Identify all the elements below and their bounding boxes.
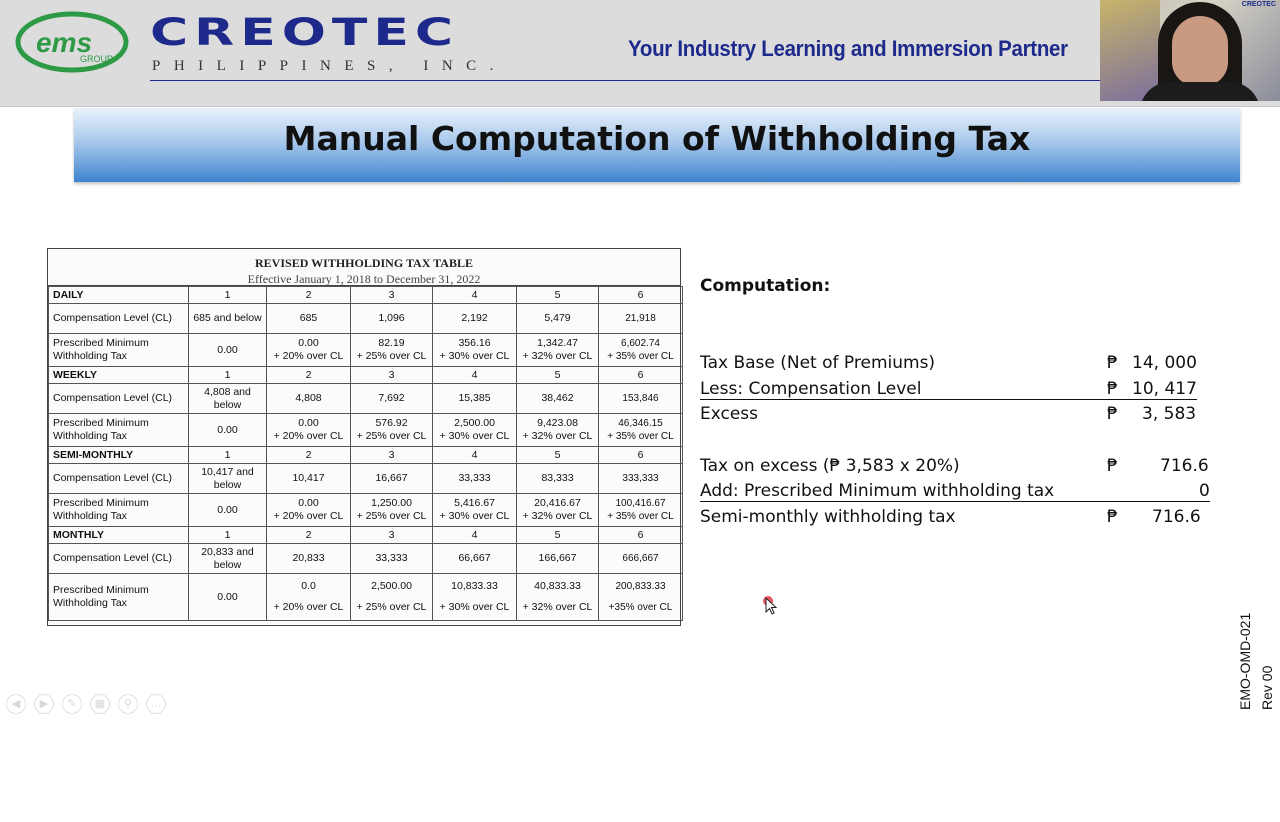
cl-value: 21,918 xyxy=(599,304,683,334)
pm-rate: + 20% over CL xyxy=(273,430,344,442)
bracket-number: 6 xyxy=(599,367,683,384)
row-amount: 716.6 xyxy=(1152,507,1201,527)
slides-grid-icon[interactable]: ▦ xyxy=(90,694,110,714)
webcam-watermark: CREOTEC xyxy=(1241,1,1276,8)
bracket-number: 1 xyxy=(189,447,267,464)
pm-label-line: Prescribed Minimum xyxy=(53,417,149,429)
bracket-number: 3 xyxy=(351,527,433,544)
peso-sign: ₱ xyxy=(1107,456,1118,476)
bracket-number: 4 xyxy=(433,447,517,464)
pm-value xyxy=(189,334,267,367)
pm-rate: + 20% over CL xyxy=(273,510,344,522)
pm-amount: 0.0 xyxy=(301,580,316,592)
pm-label-line: Withholding Tax xyxy=(53,350,127,362)
document-revision-text: Rev 00 xyxy=(1259,665,1275,710)
bracket-number: 5 xyxy=(517,527,599,544)
webcam-background xyxy=(1100,0,1160,101)
pm-value xyxy=(351,494,433,527)
pm-rate: + 30% over CL xyxy=(439,510,510,522)
pm-label-line: Withholding Tax xyxy=(53,430,127,442)
pm-label-line: Withholding Tax xyxy=(53,510,127,522)
cl-value: 10,417 xyxy=(267,464,351,494)
pm-value xyxy=(433,494,517,527)
pm-value xyxy=(599,414,683,447)
pm-rate: + 30% over CL xyxy=(439,601,510,613)
row-label: Tax Base (Net of Premiums) xyxy=(700,353,936,373)
brand-subtitle: PHILIPPINES, INC. xyxy=(152,58,507,74)
pm-amount: 1,342.47 xyxy=(537,337,578,349)
pm-rate: + 32% over CL xyxy=(522,350,593,362)
pm-rate: + 35% over CL xyxy=(607,511,674,522)
bracket-number: 3 xyxy=(351,287,433,304)
peso-sign: ₱ xyxy=(1107,507,1118,527)
pm-value xyxy=(267,494,351,527)
pm-label-line: Withholding Tax xyxy=(53,597,127,609)
cl-value: 5,479 xyxy=(517,304,599,334)
bracket-number: 2 xyxy=(267,367,351,384)
pm-rate: + 25% over CL xyxy=(356,510,427,522)
cl-row-label: Compensation Level (CL) xyxy=(49,384,189,414)
pm-amount: 6,602.74 xyxy=(621,338,660,349)
cl-value: 666,667 xyxy=(599,544,683,574)
computation-row-tax-on-excess xyxy=(700,456,1220,478)
cl-value: 7,692 xyxy=(351,384,433,414)
cl-row-label: Compensation Level (CL) xyxy=(49,304,189,334)
pm-row-label xyxy=(49,334,189,367)
pm-amount: 0.00 xyxy=(298,417,319,429)
pm-value xyxy=(517,334,599,367)
cl-value: 166,667 xyxy=(517,544,599,574)
bracket-number: 3 xyxy=(351,367,433,384)
period-header-row xyxy=(49,367,683,384)
pm-value xyxy=(433,414,517,447)
pm-amount: 0.00 xyxy=(217,423,238,436)
period-name: WEEKLY xyxy=(49,367,189,384)
bracket-number: 2 xyxy=(267,287,351,304)
pm-rate: + 30% over CL xyxy=(439,430,510,442)
pm-value xyxy=(189,574,267,621)
pm-amount: 0.00 xyxy=(298,337,319,349)
pm-amount: 5,416.67 xyxy=(454,497,495,509)
pm-rate: + 32% over CL xyxy=(522,601,593,613)
pm-amount: 576.92 xyxy=(375,417,408,429)
pm-value xyxy=(433,334,517,367)
computation-row-excess xyxy=(700,404,1220,426)
compensation-level-row xyxy=(49,464,683,494)
period-name: DAILY xyxy=(49,287,189,304)
pen-icon[interactable]: ✎ xyxy=(62,694,82,714)
next-slide-icon[interactable]: ▶ xyxy=(34,694,54,714)
laser-pointer-cursor xyxy=(762,594,778,616)
peso-sign: ₱ xyxy=(1107,353,1118,373)
pm-value xyxy=(189,494,267,527)
document-code-text: EMO-OMD-021 xyxy=(1237,612,1253,710)
pm-value xyxy=(267,574,351,621)
pm-amount: 0.00 xyxy=(298,497,319,509)
pm-rate: + 20% over CL xyxy=(273,601,344,613)
cl-row-label: Compensation Level (CL) xyxy=(49,464,189,494)
computation-row-tax-base xyxy=(700,353,1220,375)
row-amount: 0 xyxy=(1199,481,1210,501)
pm-value xyxy=(517,414,599,447)
period-name: MONTHLY xyxy=(49,527,189,544)
cl-value: 2,192 xyxy=(433,304,517,334)
pm-rate: + 25% over CL xyxy=(356,430,427,442)
tax-table-subtitle: Effective January 1, 2018 to December 31, 2022 xyxy=(247,272,481,286)
pm-amount: 100,416.67 xyxy=(615,498,666,509)
pm-value xyxy=(351,414,433,447)
pm-value xyxy=(351,574,433,621)
cl-value: 153,846 xyxy=(599,384,683,414)
pm-value xyxy=(267,334,351,367)
row-label: Excess xyxy=(700,404,759,424)
pm-rate: + 32% over CL xyxy=(522,510,593,522)
bracket-number: 6 xyxy=(599,447,683,464)
compensation-level-row xyxy=(49,384,683,414)
pm-amount: 0.00 xyxy=(217,590,238,603)
pm-amount: 1,250.00 xyxy=(371,497,412,509)
previous-slide-icon[interactable]: ◀ xyxy=(6,694,26,714)
document-revision xyxy=(1259,665,1279,822)
bracket-number: 1 xyxy=(189,287,267,304)
pm-amount: 46,346.15 xyxy=(618,418,663,429)
pm-row-label xyxy=(49,574,189,621)
cl-value: 10,417 and below xyxy=(189,464,267,494)
compensation-level-row xyxy=(49,304,683,334)
bracket-number: 2 xyxy=(267,527,351,544)
bracket-number: 6 xyxy=(599,527,683,544)
cl-value: 16,667 xyxy=(351,464,433,494)
computation-row-total xyxy=(700,507,1220,529)
pm-rate: + 32% over CL xyxy=(522,430,593,442)
row-amount: 716.6 xyxy=(1160,456,1209,476)
cl-value: 20,833 and below xyxy=(189,544,267,574)
cl-value: 33,333 xyxy=(351,544,433,574)
prescribed-minimum-row xyxy=(49,414,683,447)
bracket-number: 1 xyxy=(189,367,267,384)
pm-amount: 82.19 xyxy=(378,337,405,349)
title-banner xyxy=(74,108,1240,182)
pm-label-line: Prescribed Minimum xyxy=(53,497,149,509)
pm-rate: + 35% over CL xyxy=(607,351,674,362)
pm-amount: 2,500.00 xyxy=(371,580,412,592)
pm-value xyxy=(517,574,599,621)
row-label: Less: Compensation Level xyxy=(700,379,922,399)
cl-value: 685 xyxy=(267,304,351,334)
compensation-level-row xyxy=(49,544,683,574)
ems-logo-text: ems xyxy=(36,27,93,58)
total-underline xyxy=(700,501,1210,502)
pm-value xyxy=(189,414,267,447)
pm-rate: + 25% over CL xyxy=(356,350,427,362)
prescribed-minimum-row xyxy=(49,494,683,527)
pm-label-line: Prescribed Minimum xyxy=(53,584,149,596)
period-header-row xyxy=(49,287,683,304)
row-label: Semi-monthly withholding tax xyxy=(700,507,956,527)
brand-divider xyxy=(150,80,1112,81)
pm-rate: + 20% over CL xyxy=(273,350,344,362)
slide-title: Manual Computation of Withholding Tax xyxy=(283,119,1031,158)
tax-table-title: REVISED WITHHOLDING TAX TABLE xyxy=(255,256,473,270)
pm-row-label xyxy=(49,494,189,527)
withholding-tax-table xyxy=(47,248,681,626)
row-label: Tax on excess (₱ 3,583 x 20%) xyxy=(700,456,960,476)
pm-amount: 200,833.33 xyxy=(615,581,666,592)
bracket-number: 4 xyxy=(433,367,517,384)
pm-rate: +35% over CL xyxy=(608,602,673,613)
bracket-number: 5 xyxy=(517,447,599,464)
pm-amount: 0.00 xyxy=(217,503,238,516)
pm-value xyxy=(267,414,351,447)
row-amount: 14, 000 xyxy=(1132,353,1197,373)
zoom-icon[interactable]: ⚲ xyxy=(118,694,138,714)
pm-amount: 10,833.33 xyxy=(451,580,498,592)
pm-rate: + 30% over CL xyxy=(439,350,510,362)
presenter-webcam xyxy=(1100,0,1280,101)
pm-value xyxy=(351,334,433,367)
pm-label-line: Prescribed Minimum xyxy=(53,337,149,349)
pm-amount: 20,416.67 xyxy=(534,497,581,509)
pm-value xyxy=(599,334,683,367)
cl-value: 685 and below xyxy=(189,304,267,334)
pm-rate: + 35% over CL xyxy=(607,431,674,442)
cl-value: 1,096 xyxy=(351,304,433,334)
cl-value: 66,667 xyxy=(433,544,517,574)
computation-heading: Computation: xyxy=(700,276,831,296)
brand-name: CREOTEC xyxy=(150,11,460,55)
more-options-icon[interactable]: … xyxy=(146,694,166,714)
pm-amount: 9,423.08 xyxy=(537,417,578,429)
tax-table-grid xyxy=(48,286,683,621)
pm-rate: + 25% over CL xyxy=(356,601,427,613)
pm-row-label xyxy=(49,414,189,447)
cl-value: 38,462 xyxy=(517,384,599,414)
cl-value: 4,808 and below xyxy=(189,384,267,414)
bracket-number: 1 xyxy=(189,527,267,544)
computation-row-less-cl xyxy=(700,379,1220,401)
ems-logo-sub: GROUP xyxy=(80,54,114,64)
pm-amount: 40,833.33 xyxy=(534,580,581,592)
cl-value: 33,333 xyxy=(433,464,517,494)
pm-value xyxy=(517,494,599,527)
prescribed-minimum-row xyxy=(49,574,683,621)
cl-value: 15,385 xyxy=(433,384,517,414)
cl-value: 333,333 xyxy=(599,464,683,494)
presenter-face xyxy=(1172,16,1228,86)
computation-row-add-pmwt xyxy=(700,481,1220,503)
period-name: SEMI-MONTHLY xyxy=(49,447,189,464)
subtotal-underline xyxy=(700,399,1197,400)
tax-table-header xyxy=(48,249,680,286)
pm-amount: 356.16 xyxy=(458,337,491,349)
bracket-number: 2 xyxy=(267,447,351,464)
period-header-row xyxy=(49,447,683,464)
pm-amount: 0.00 xyxy=(217,343,238,356)
bracket-number: 5 xyxy=(517,287,599,304)
row-amount: 3, 583 xyxy=(1142,404,1197,424)
bracket-number: 5 xyxy=(517,367,599,384)
cl-value: 20,833 xyxy=(267,544,351,574)
peso-sign: ₱ xyxy=(1107,404,1118,424)
document-code xyxy=(1237,612,1257,822)
bracket-number: 3 xyxy=(351,447,433,464)
cl-value: 4,808 xyxy=(267,384,351,414)
pm-value xyxy=(599,494,683,527)
tagline: Your Industry Learning and Immersion Partner xyxy=(628,36,1068,61)
prescribed-minimum-row xyxy=(49,334,683,367)
bracket-number: 4 xyxy=(433,527,517,544)
bracket-number: 4 xyxy=(433,287,517,304)
slide-header xyxy=(0,0,1280,107)
cl-value: 83,333 xyxy=(517,464,599,494)
peso-sign: ₱ xyxy=(1107,379,1118,399)
period-header-row xyxy=(49,527,683,544)
bracket-number: 6 xyxy=(599,287,683,304)
pm-value xyxy=(433,574,517,621)
presenter-body xyxy=(1140,82,1260,101)
pm-amount: 2,500.00 xyxy=(454,417,495,429)
row-label: Add: Prescribed Minimum withholding tax xyxy=(700,481,1055,501)
cl-row-label: Compensation Level (CL) xyxy=(49,544,189,574)
ems-group-logo xyxy=(14,8,132,74)
row-amount: 10, 417 xyxy=(1132,379,1197,399)
pm-value xyxy=(599,574,683,621)
